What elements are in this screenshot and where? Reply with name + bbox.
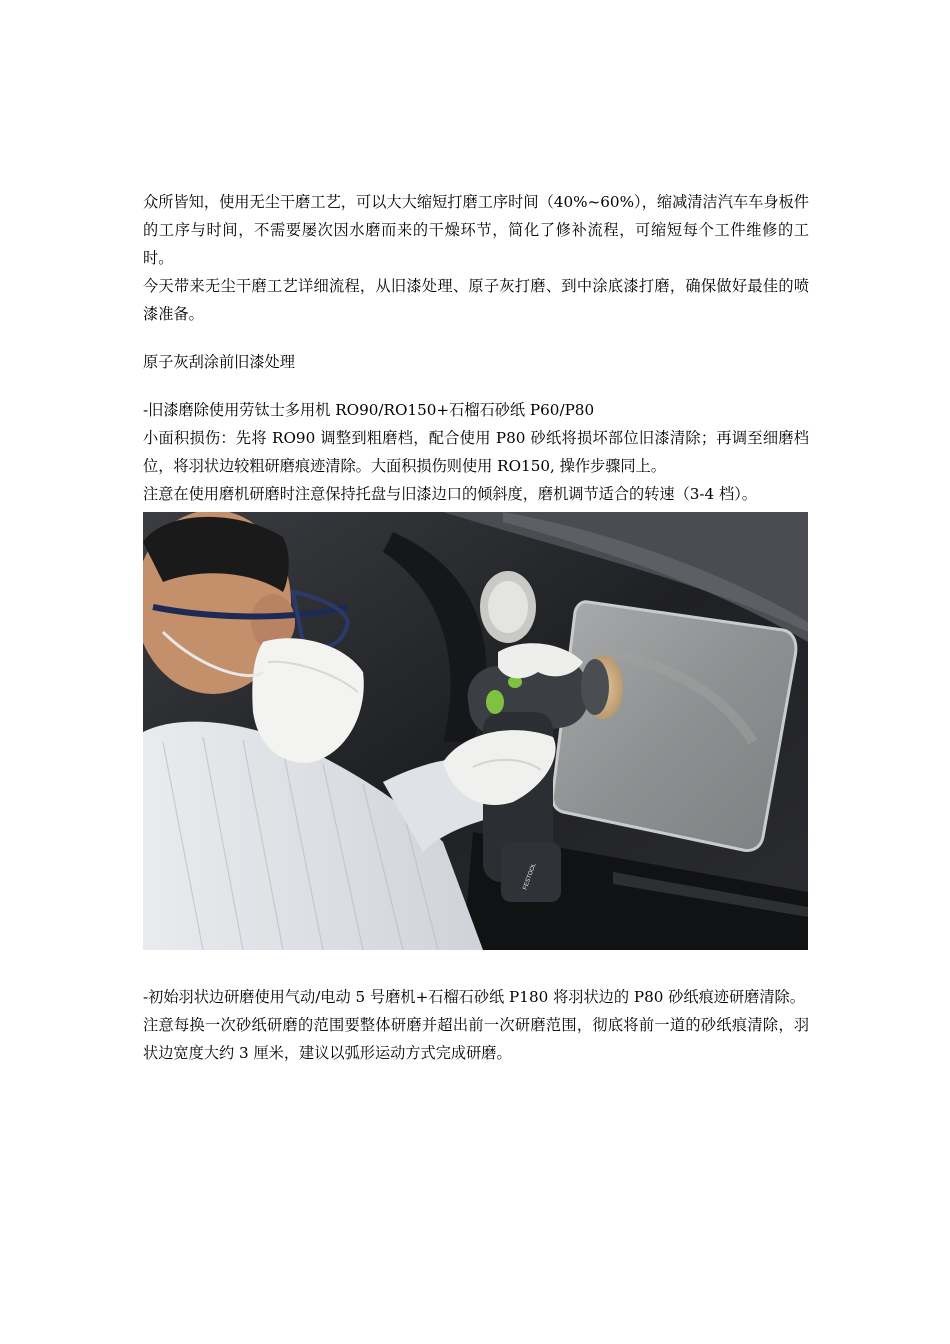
step-initial-feather-edge: -初始羽状边研磨使用气动/电动 5 号磨机+石榴石砂纸 P180 将羽状边的 P80 砂纸痕迹研磨清除。	[143, 988, 805, 1006]
section-heading: 原子灰刮涂前旧漆处理	[143, 353, 295, 371]
sanding-note-paragraph: 注意在使用磨机研磨时注意保持托盘与旧漆边口的倾斜度，磨机调节适合的转速（3-4 档）。	[143, 485, 757, 503]
intro-paragraph-1: 众所皆知，使用无尘干磨工艺，可以大大缩短打磨工序时间（40%~60%），缩减清洁汽车车身板件的工序与时间，不需要屡次因水磨而来的干燥环节，简化了修补流程，可缩短每个工件维修的工时。	[143, 193, 809, 267]
tool-brand-label: FESTOOL	[522, 862, 538, 891]
document-body	[143, 188, 809, 1067]
intro-paragraph-2: 今天带来无尘干磨工艺详细流程，从旧漆处理、原子灰打磨、到中涂底漆打磨，确保做好最佳的喷漆准备。	[143, 277, 809, 323]
feather-edge-note-paragraph: 注意每换一次砂纸研磨的范围要整体研磨并超出前一次研磨范围，彻底将前一道的砂纸痕清除，羽状边宽度大约 3 厘米，建议以弧形运动方式完成研磨。	[143, 1016, 809, 1062]
worker-sanding-photo	[143, 512, 808, 950]
step-old-paint-removal: -旧漆磨除使用劳钛士多用机 RO90/RO150+石榴石砂纸 P60/P80	[143, 401, 595, 419]
small-area-damage-paragraph: 小面积损伤：先将 RO90 调整到粗磨档，配合使用 P80 砂纸将损坏部位旧漆清除；再调至细磨档位，将羽状边较粗研磨痕迹清除。大面积损伤则使用 RO150, 操作步骤同上。	[143, 429, 809, 475]
